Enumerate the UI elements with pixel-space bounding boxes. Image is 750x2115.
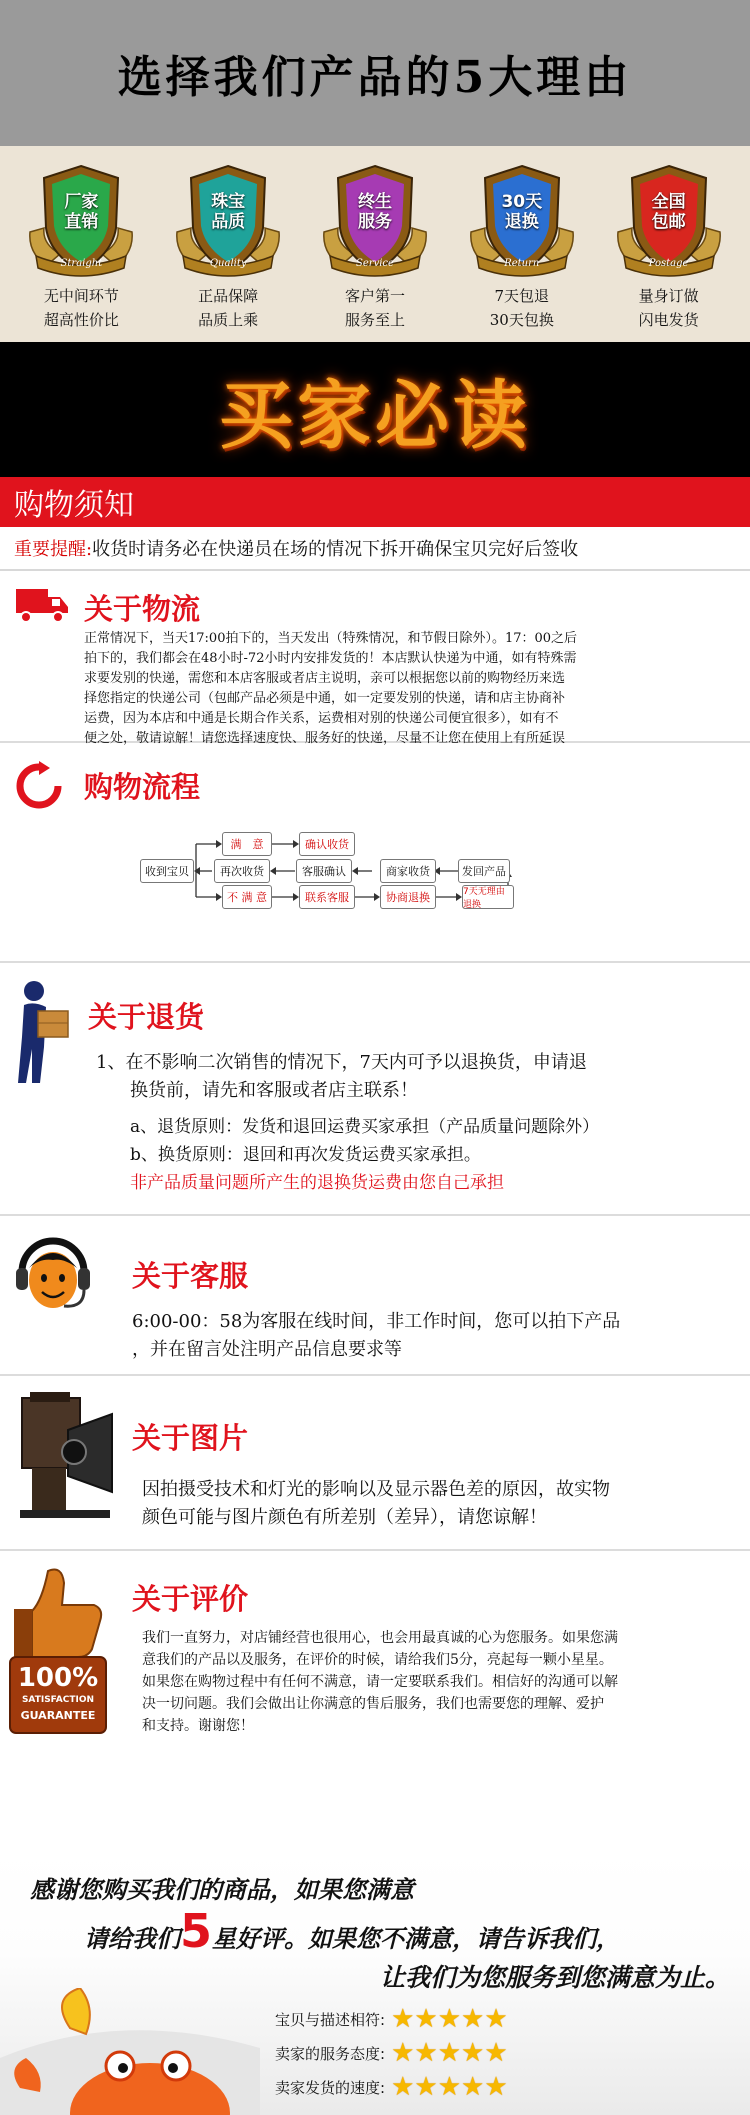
reviews-line: 和支持。谢谢您！ xyxy=(142,1718,254,1734)
star-icon: ★ xyxy=(461,2004,485,2034)
section-returns xyxy=(0,963,750,1216)
returns-rule-a: a、退货原则：发货和退回运费买家承担（产品质量问题除外） xyxy=(130,1117,600,1137)
rating-stars xyxy=(391,2074,508,2100)
logistics-line: 运费，因为本店和中通是长期合作关系，运费相对别的快递公司便宜很多），如有不 xyxy=(84,711,559,726)
star-icon: ★ xyxy=(484,2072,508,2102)
reason-shield-badge xyxy=(173,162,283,282)
flow-unsatisfied: 不 满 意 xyxy=(222,885,272,909)
top-banner xyxy=(0,0,750,146)
photos-line2: 颜色可能与图片颜色有所差别（差异），请您谅解！ xyxy=(142,1507,547,1528)
notice-header xyxy=(0,477,750,527)
reviews-body xyxy=(142,1627,742,1737)
important-reminder xyxy=(0,527,750,571)
reason-badge-text: 全国 包邮 xyxy=(651,192,686,232)
seal-percent: 100% xyxy=(17,1663,99,1693)
reason-shield-badge xyxy=(26,162,136,282)
seal-line2: GUARANTEE xyxy=(20,1709,96,1722)
reviews-title: 关于评价 xyxy=(132,1582,249,1616)
logistics-line: 拍下的，我们都会在48小时-72小时内安排发货的！本店默认快递为中通，如有特殊需 xyxy=(84,651,577,666)
delivery-person-icon xyxy=(14,977,74,1087)
reason-caption-1: 客户第一 xyxy=(344,287,405,305)
logistics-title: 关于物流 xyxy=(84,592,201,626)
reason-caption-2: 品质上乘 xyxy=(198,311,259,329)
rating-label: 卖家的服务态度: xyxy=(275,2044,386,2063)
crab-mascot-icon xyxy=(0,1988,260,2115)
reason-item xyxy=(305,162,445,342)
rating-stars xyxy=(391,2040,508,2066)
rating-row xyxy=(275,2040,508,2066)
reason-badge-text: 终生 服务 xyxy=(357,192,392,232)
star-icon: ★ xyxy=(391,2038,415,2068)
must-read-banner xyxy=(0,342,750,477)
section-photos xyxy=(0,1376,750,1551)
star-icon: ★ xyxy=(414,2004,438,2034)
thanks-line1: 感谢您购买我们的商品，如果您满意 xyxy=(30,1876,414,1904)
star-icon: ★ xyxy=(461,2072,485,2102)
section-service xyxy=(0,1216,750,1376)
important-label: 重要提醒: xyxy=(14,539,93,560)
rating-row xyxy=(275,2074,508,2100)
returns-line1: 1、在不影响二次销售的情况下，7天内可予以退换货，申请退 xyxy=(96,1052,587,1073)
photos-title: 关于图片 xyxy=(132,1421,249,1455)
reason-badge-text: 30天 退换 xyxy=(501,192,543,232)
reason-shield-badge xyxy=(320,162,430,282)
reason-caption-2: 超高性价比 xyxy=(43,311,119,329)
returns-rule-b: b、换货原则：退回和再次发货运费买家承担。 xyxy=(130,1145,481,1165)
reason-item xyxy=(158,162,298,342)
flow-return-7days: 7天无理由退换 xyxy=(462,885,514,909)
thanks-line2b: 星好评。如果您不满意，请告诉我们， xyxy=(212,1925,621,1953)
star-icon: ★ xyxy=(391,2072,415,2102)
camera-icon xyxy=(12,1390,124,1522)
truck-icon xyxy=(14,585,70,625)
flow-received: 收到宝贝 xyxy=(140,859,194,883)
reason-item xyxy=(452,162,592,342)
rating-stars xyxy=(391,2006,508,2032)
flow-merchant-receive: 商家收货 xyxy=(380,859,436,883)
must-read-title: 买家必读 xyxy=(219,372,531,459)
reviews-line: 我们一直努力，对店铺经营也很用心，也会用最真诚的心为您服务。如果您满 xyxy=(142,1630,618,1646)
star-icon: ★ xyxy=(391,2004,415,2034)
reason-caption-1: 7天包退 xyxy=(494,287,550,305)
reasons-row xyxy=(0,146,750,342)
reason-badge-sub: Quality xyxy=(209,258,247,269)
service-line2: ，并在留言处注明产品信息要求等 xyxy=(132,1339,402,1360)
reason-badge-text: 厂家 直销 xyxy=(64,192,99,232)
star-icon: ★ xyxy=(437,2004,461,2034)
banner-title: 选择我们产品的5大理由 xyxy=(117,52,633,103)
flow-resend: 再次收货 xyxy=(214,859,270,883)
rating-row xyxy=(275,2006,508,2032)
reason-caption-1: 正品保障 xyxy=(198,287,259,305)
section-reviews xyxy=(0,1551,750,1741)
thanks-line2 xyxy=(84,1904,620,1958)
reason-badge-sub: Service xyxy=(356,258,394,269)
reason-badge-sub: Return xyxy=(504,258,540,269)
rating-label: 宝贝与描述相符: xyxy=(275,2010,386,2029)
reviews-line: 决一切问题。我们会做出让你满意的售后服务，我们也需要您的理解、爱护 xyxy=(142,1696,604,1712)
photos-line1: 因拍摄受技术和灯光的影响以及显示器色差的原因，故实物 xyxy=(142,1479,610,1500)
reviews-line: 意我们的产品以及服务，在评价的时候，请给我们5分，亮起每一颗小星星。 xyxy=(142,1652,613,1668)
thanks-line2a: 请给我们 xyxy=(84,1925,180,1953)
star-icon: ★ xyxy=(414,2038,438,2068)
logistics-line: 便之处，敬请谅解！请您选择速度快、服务好的快递，尽量不让您在使用上有所延误 xyxy=(84,731,566,746)
star-icon: ★ xyxy=(484,2004,508,2034)
flow-cs-confirm: 客服确认 xyxy=(296,859,352,883)
returns-line2: 换货前，请先和客服或者店主联系！ xyxy=(130,1080,418,1101)
important-text: 收货时请务必在快递员在场的情况下拆开确保宝贝完好后签收 xyxy=(92,539,579,560)
headset-icon xyxy=(14,1228,92,1316)
thanks-section xyxy=(0,1848,750,2115)
service-title: 关于客服 xyxy=(132,1259,249,1293)
reason-badge-text: 珠宝 品质 xyxy=(211,192,246,232)
logistics-line: 正常情况下，当天17:00拍下的，当天发出（特殊情况，和节假日除外）。17：00之后 xyxy=(84,631,578,646)
thanks-five: 5 xyxy=(180,1904,213,1958)
reason-shield-badge xyxy=(467,162,577,282)
reason-badge-sub: Straight xyxy=(60,258,103,269)
logistics-line: 择您指定的快递公司（包邮产品必须是中通，如一定要发别的快递，请和店主协商补 xyxy=(84,691,566,706)
reason-badge-sub: Postage xyxy=(648,258,689,269)
reviews-line: 如果您在购物过程中有任何不满意，请一定要联系我们。相信好的沟通可以解 xyxy=(142,1674,618,1690)
thumbs-up-guarantee-icon xyxy=(8,1565,108,1735)
reason-caption-2: 30天包换 xyxy=(489,311,554,329)
process-flow-lines xyxy=(0,743,750,963)
reason-caption-1: 无中间环节 xyxy=(43,287,119,305)
reason-item xyxy=(11,162,151,342)
thanks-line3: 让我们为您服务到您满意为止。 xyxy=(380,1963,731,1992)
process-title: 购物流程 xyxy=(84,770,201,804)
star-icon: ★ xyxy=(437,2038,461,2068)
star-icon: ★ xyxy=(437,2072,461,2102)
flow-negotiate: 协商退换 xyxy=(380,885,436,909)
reason-caption-2: 闪电发货 xyxy=(638,311,699,329)
star-icon: ★ xyxy=(461,2038,485,2068)
logistics-line: 求要发别的快递，需您和本店客服或者店主说明，亲可以根据您以前的购物经历来选 xyxy=(84,671,566,686)
reason-caption-1: 量身订做 xyxy=(638,287,699,305)
notice-heading: 购物须知 xyxy=(14,488,134,523)
rating-label: 卖家发货的速度: xyxy=(275,2078,386,2097)
flow-ship-back: 发回产品 xyxy=(458,859,510,883)
reason-item xyxy=(599,162,739,342)
section-logistics xyxy=(0,571,750,746)
star-icon: ★ xyxy=(484,2038,508,2068)
seal-line1: SATISFACTION xyxy=(21,1695,95,1705)
reason-shield-badge xyxy=(614,162,724,282)
section-process xyxy=(0,743,750,963)
flow-satisfied: 满 意 xyxy=(222,832,272,856)
service-line1: 6:00-00：58为客服在线时间，非工作时间，您可以拍下产品 xyxy=(132,1311,621,1332)
reason-caption-2: 服务至上 xyxy=(344,311,405,329)
star-icon: ★ xyxy=(414,2072,438,2102)
logistics-body xyxy=(84,629,744,749)
returns-title: 关于退货 xyxy=(88,1000,205,1034)
flow-confirm-receipt: 确认收货 xyxy=(299,832,355,856)
flow-contact-cs: 联系客服 xyxy=(299,885,355,909)
returns-note: 非产品质量问题所产生的退换货运费由您自己承担 xyxy=(130,1173,504,1193)
